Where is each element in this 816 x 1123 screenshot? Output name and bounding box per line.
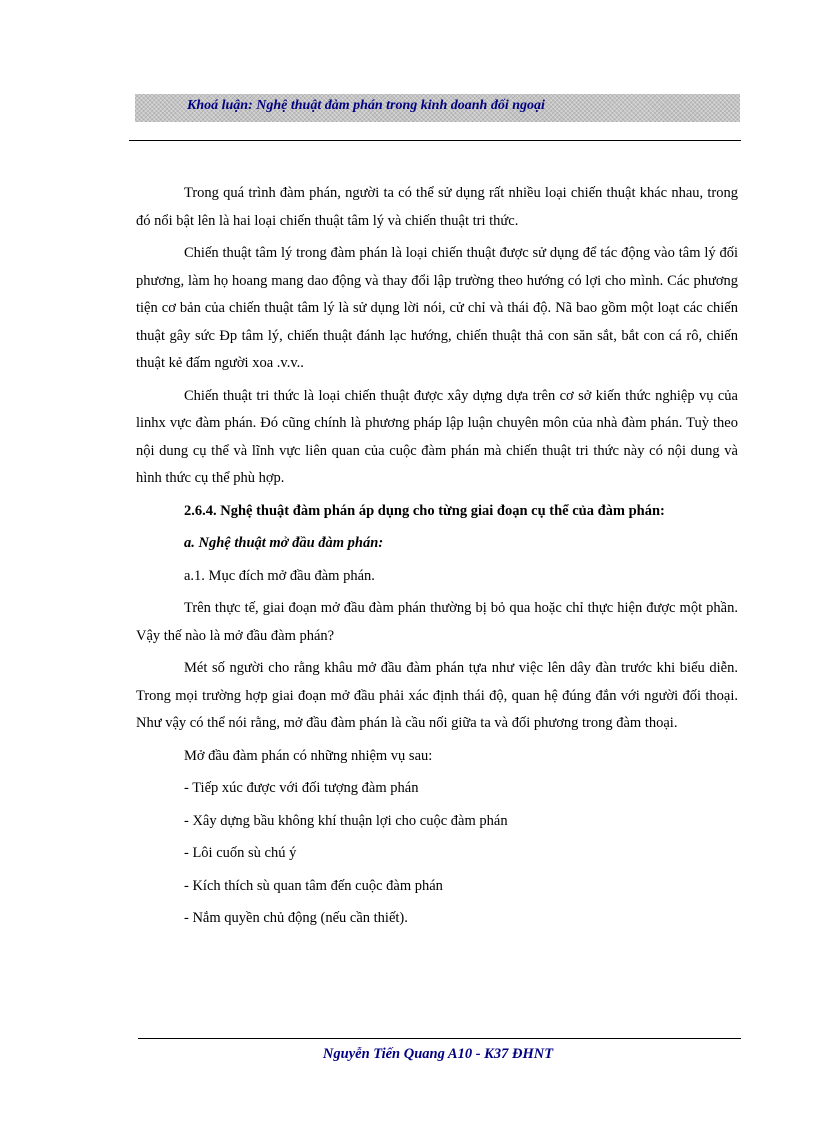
header-band bbox=[135, 94, 740, 122]
list-item: - Tiếp xúc được với đối tượng đàm phán bbox=[184, 780, 419, 796]
list-item: - Lôi cuốn sù chú ý bbox=[184, 845, 297, 861]
paragraph-5: Mét số người cho rằng khâu mở đầu đàm phán tựa như việc lên dây đàn trước khi biểu diễn. Trong mọi trường hợp giai đoạn mở đầu phải xác định thái độ, quan hệ đúng đắn với người đối thoại. Như vậy có thể nói rằng, mở đầu đàm phán là cầu nối giữa ta và đối phương trong đàm thoại. bbox=[136, 660, 738, 731]
paragraph-2: Chiến thuật tâm lý trong đàm phán là loại chiến thuật được sử dụng để tác động vào tâm lý đối phương, làm họ hoang mang dao động và thay đổi lập trường theo hướng có lợi cho mình. Các phương tiện cơ bản của chiến thuật tâm lý là sử dụng lời nói, cử chỉ và thái độ. Nã bao gồm một loạt các chiến thuật gây sức Ðp tâm lý, chiến thuật đánh lạc hướng, chiến thuật thả con săn sắt, bắt con cá rô, chiến thuật kẻ đấm người xoa .v.v.. bbox=[136, 245, 738, 371]
footer-author: Nguyễn Tiến Quang A10 - K37 ĐHNT bbox=[322, 1046, 554, 1062]
list-item: - Nắm quyền chủ động (nếu cần thiết). bbox=[184, 910, 408, 926]
footer-rule bbox=[138, 1038, 741, 1039]
section-heading: 2.6.4. Nghệ thuật đàm phán áp dụng cho từng giai đoạn cụ thể của đàm phán: bbox=[184, 502, 665, 519]
list-item: - Kích thích sù quan tâm đến cuộc đàm phán bbox=[184, 877, 443, 894]
header-title: Khoá luận: Nghệ thuật đàm phán trong kinh doanh đối ngoại bbox=[187, 98, 545, 113]
paragraph-4: Trên thực tế, giai đoạn mở đầu đàm phán thường bị bỏ qua hoặc chỉ thực hiện được một phần. Vậy thế nào là mở đầu đàm phán? bbox=[136, 600, 738, 644]
list-item: - Xây dựng bầu không khí thuận lợi cho cuộc đàm phán bbox=[184, 812, 508, 829]
paragraph-1: Trong quá trình đàm phán, người ta có thể sử dụng rất nhiều loại chiến thuật khác nhau, trong đó nổi bật lên là hai loại chiến thuật tâm lý và chiến thuật tri thức. bbox=[136, 185, 738, 229]
document-body bbox=[136, 180, 738, 938]
subsection-heading: a. Nghệ thuật mở đầu đàm phán: bbox=[184, 535, 384, 551]
paragraph-3: Chiến thuật tri thức là loại chiến thuật được xây dựng dựa trên cơ sở kiến thức nghiệp vụ của linhx vực đàm phán. Đó cũng chính là phương pháp lập luận chuyên môn của nhà đàm phán. Tuỳ theo nội dung cụ thể và lĩnh vực liên quan của cuộc đàm phán mà chiến thuật tri thức này có nội dung và hình thức cụ thể phù hợp. bbox=[136, 387, 738, 486]
paragraph-6: Mở đầu đàm phán có những nhiệm vụ sau: bbox=[184, 747, 433, 764]
sub-item-heading: a.1. Mục đích mở đầu đàm phán. bbox=[184, 567, 375, 584]
header-rule bbox=[129, 140, 741, 141]
